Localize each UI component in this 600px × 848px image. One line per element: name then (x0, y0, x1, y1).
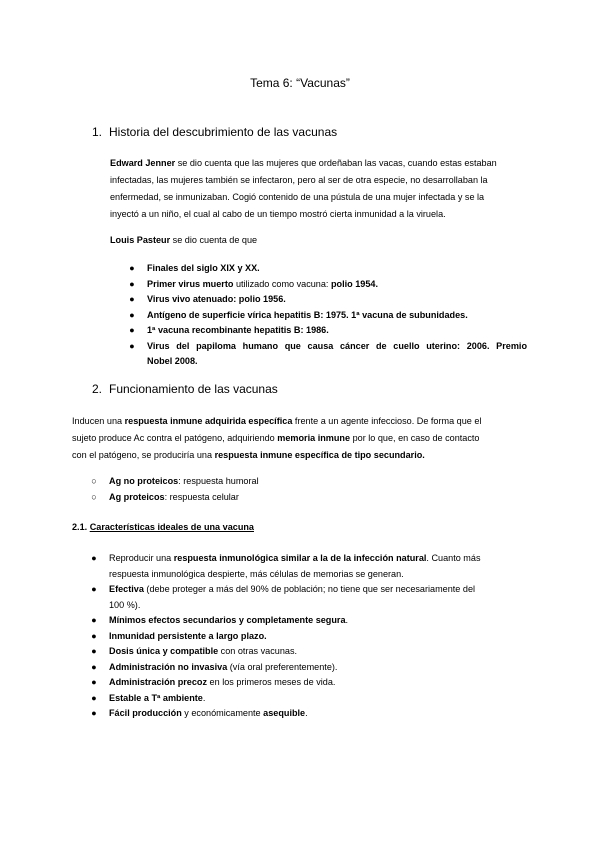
bullet-icon: ● (129, 263, 135, 273)
bullet-icon: ● (91, 708, 97, 718)
bullet-icon: ● (129, 278, 135, 289)
section-1-title: Historia del descubrimiento de las vacunas (109, 125, 338, 139)
section-1-heading (92, 125, 337, 139)
list-item: ○ Ag no proteicos: respuesta humoral (89, 474, 489, 490)
function-paragraph: Inducen una respuesta inmune adquirida específica frente a un agente infeccioso. De forma que el sujeto produce Ac contra el patógeno, adquiriendo memoria inmune por lo que, en caso de contacto con el patógeno, se produciría una respuesta inmune específica de tipo secundario. (72, 416, 482, 460)
list-item: ● Finales del siglo XIX y XX. (127, 261, 527, 277)
section-2-number: 2. (92, 382, 103, 396)
list-item: ○ Ag proteicos: respuesta celular (89, 490, 489, 506)
list-item: ● Administración no invasiva (vía oral preferentemente). (89, 660, 527, 676)
pasteur-paragraph: Louis Pasteur se dio cuenta de que (110, 235, 258, 245)
bullet-icon: ● (91, 677, 97, 687)
antigen-list (89, 474, 489, 505)
list-item: ● Dosis única y compatible con otras vacunas. (89, 644, 527, 660)
page-title: Tema 6: “Vacunas” (250, 76, 350, 90)
list-item: ● Primer virus muerto utilizado como vacuna: polio 1954. (127, 277, 527, 293)
section-2-heading (92, 382, 278, 396)
jenner-paragraph (110, 155, 528, 223)
list-item: ● Virus vivo atenuado: polio 1956. (127, 292, 527, 308)
ideal-features-list (89, 551, 527, 722)
bullet-icon: ● (91, 553, 97, 563)
list-item: ● Antígeno de superficie vírica hepatitis B: 1975. 1ª vacuna de subunidades. (127, 308, 527, 324)
bullet-icon: ● (91, 615, 97, 625)
bullet-icon: ● (91, 661, 97, 672)
bullet-icon: ● (91, 584, 97, 594)
bullet-icon: ● (129, 340, 135, 351)
hollow-bullet-icon: ○ (91, 491, 97, 502)
jenner-name: Edward Jenner (110, 158, 176, 168)
list-item: ● Estable a Tª ambiente. (89, 691, 527, 707)
section-2-title: Funcionamiento de las vacunas (109, 382, 278, 396)
bullet-icon: ● (91, 646, 97, 656)
section-1-number: 1. (92, 125, 103, 139)
list-item: ● Administración precoz en los primeros meses de vida. (89, 675, 527, 691)
subsection-2-1-title: Características ideales de una vacuna (89, 522, 254, 532)
list-item: ● Mínimos efectos secundarios y completamente segura. (89, 613, 527, 629)
bullet-icon: ● (91, 630, 97, 641)
bullet-icon: ● (129, 325, 135, 335)
list-item: ● Inmunidad persistente a largo plazo. (89, 629, 527, 645)
subsection-2-1-heading: 2.1. Características ideales de una vacuna (72, 522, 254, 532)
list-item: ● Virus del papiloma humano que causa cáncer de cuello uterino: 2006. Premio Nobel 2008. (127, 339, 527, 370)
list-item: ● Efectiva (debe proteger a más del 90% de población; no tiene que ser necesariamente del 100 %). (89, 582, 527, 613)
jenner-line-3: enfermedad, se inmunizaban. Cogió contenido de una pústula de una mujer infectada y se la (110, 192, 485, 202)
hollow-bullet-icon: ○ (91, 476, 97, 486)
jenner-line-2: infectadas, las mujeres también se infectaron, pero al ser de otra especie, no desarrollaban la (110, 175, 488, 185)
pasteur-name: Louis Pasteur (110, 235, 171, 245)
history-list (127, 261, 527, 370)
jenner-line-1: Edward Jenner se dio cuenta que las mujeres que ordeñaban las vacas, cuando estas estaban (110, 158, 497, 168)
bullet-icon: ● (91, 692, 97, 703)
list-item: ● Fácil producción y económicamente asequible. (89, 706, 527, 722)
list-item: ● 1ª vacuna recombinante hepatitis B: 1986. (127, 323, 527, 339)
bullet-icon: ● (129, 294, 135, 304)
jenner-line-4: inyectó a un niño, el cual al cabo de un tiempo mostró cierta inmunidad a la viruela. (110, 209, 446, 219)
bullet-icon: ● (129, 309, 135, 320)
list-item: ● Reproducir una respuesta inmunológica similar a la de la infección natural. Cuanto más respuesta inmunológica despierte, más células de memorias se generan. (89, 551, 527, 582)
